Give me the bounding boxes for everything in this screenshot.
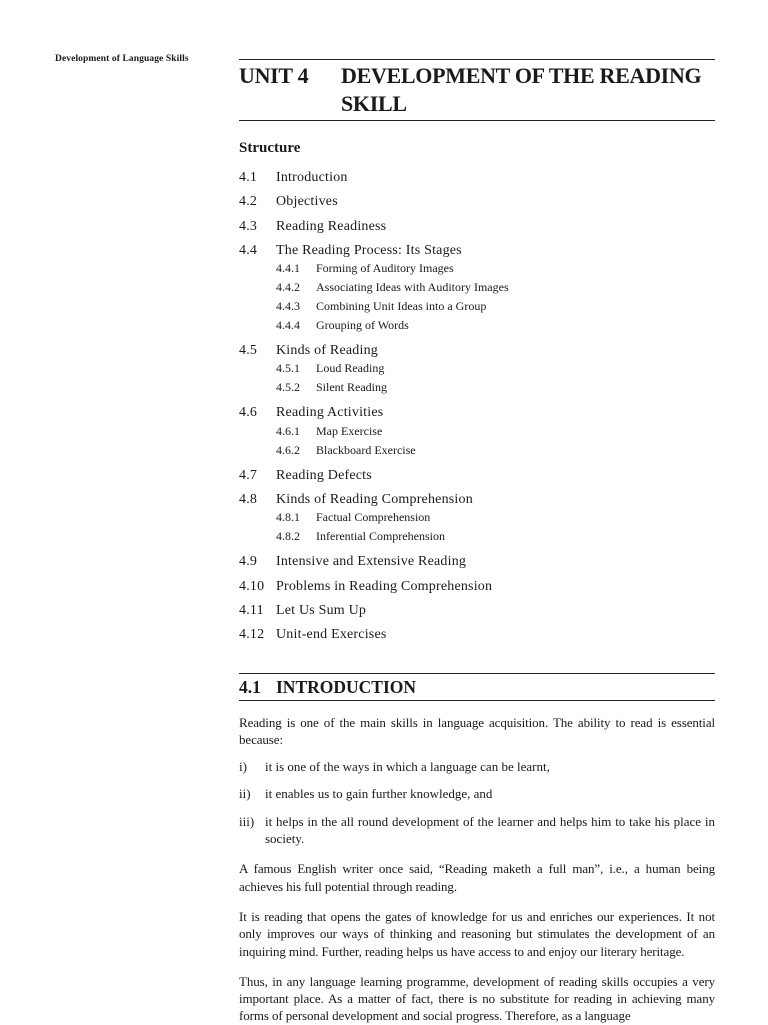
running-head: Development of Language Skills [55,54,189,64]
toc-number: 4.9 [239,554,258,570]
table-of-contents [239,166,715,648]
toc-label: Unit-end Exercises [276,627,387,643]
toc-number: 4.6 [239,405,258,421]
title-underline [239,120,715,121]
toc-item [239,190,715,214]
body-paragraph: It is reading that opens the gates of knowledge for us and enriches our experiences. It not only improves our ways of thinking and reasoning but stimulates the development of an inquiring mind. Further, reading helps us have access to and enjoy our literary heritage. [239,908,715,959]
toc-label: Introduction [276,170,348,185]
unit-title [239,62,715,118]
toc-label: The Reading Process: Its Stages [276,242,462,258]
toc-number: 4.4.1 [276,261,300,276]
toc-label: Intensive and Extensive Reading [276,554,467,570]
list-marker: i) [239,759,247,775]
toc-number: 4.8.1 [276,510,300,525]
toc-label: Blackboard Exercise [316,442,416,457]
toc-item [239,215,715,239]
top-rule [239,59,715,60]
toc-number: 4.5.1 [276,361,300,376]
toc-label: Grouping of Words [316,318,409,333]
toc-subitem [239,259,715,278]
toc-number: 4.12 [239,627,265,643]
toc-label: Problems in Reading Comprehension [276,578,493,594]
body-paragraphs [239,860,715,1024]
toc-number: 4.8 [239,492,258,508]
toc-item [239,599,715,623]
toc-item [239,550,715,574]
toc-label: Let Us Sum Up [276,602,367,618]
toc-number: 4.4.2 [276,280,300,295]
list-marker: iii) [239,813,255,829]
section-heading [239,673,715,701]
toc-label: Kinds of Reading [276,343,378,359]
toc-number: 4.5.2 [276,380,300,395]
toc-label: Associating Ideas with Auditory Images [316,280,509,295]
toc-number: 4.10 [239,578,265,594]
toc-label: Factual Comprehension [316,510,431,525]
toc-label: Reading Activities [276,405,384,421]
toc-subitem [239,441,715,460]
list-text: it enables us to gain further knowledge, and [265,786,493,802]
toc-subitem [239,359,715,378]
toc-label: Forming of Auditory Images [316,261,454,276]
toc-subitem [239,527,715,546]
list-item [239,785,715,802]
toc-label: Combining Unit Ideas into a Group [316,299,487,314]
list-text: it helps in the all round development of the learner and helps him to take his place in society. [265,813,715,847]
toc-number: 4.6.1 [276,423,300,438]
toc-number: 4.7 [239,467,258,483]
toc-label: Loud Reading [316,361,385,376]
list-marker: ii) [239,786,251,802]
toc-item [239,575,715,599]
toc-label: Objectives [276,194,338,210]
toc-item [239,464,715,488]
toc-label: Map Exercise [316,423,383,438]
list-text: it is one of the ways in which a language can be learnt, [265,759,550,775]
toc-item [239,166,715,190]
toc-label: Silent Reading [316,380,387,395]
toc-label: Reading Readiness [276,218,387,234]
page-content [239,59,715,1025]
toc-subitem [239,378,715,397]
list-item [239,758,715,775]
toc-number: 4.4.4 [276,318,300,333]
toc-subitem [239,422,715,441]
reasons-list [239,758,715,847]
toc-number: 4.6.2 [276,442,300,457]
toc-number: 4.4 [239,242,258,258]
intro-paragraph: Reading is one of the main skills in language acquisition. The ability to read is essential because: [239,714,715,747]
structure-heading: Structure [239,140,301,156]
toc-number: 4.11 [239,602,264,618]
toc-subitem [239,316,715,335]
toc-subitem [239,508,715,527]
toc-item [239,623,715,647]
toc-number: 4.3 [239,218,258,234]
toc-label: Reading Defects [276,467,372,483]
toc-subitem [239,278,715,297]
toc-number: 4.8.2 [276,529,300,544]
toc-number: 4.1 [239,170,258,185]
toc-number: 4.2 [239,194,258,210]
list-item [239,813,715,848]
toc-label: Inferential Comprehension [316,529,445,544]
section-number: 4.1 [239,676,261,697]
section-title: INTRODUCTION [276,676,417,697]
toc-label: Kinds of Reading Comprehension [276,492,473,508]
toc-number: 4.5 [239,343,258,359]
toc-number: 4.4.3 [276,299,300,314]
unit-label: UNIT 4 [239,63,309,88]
body-paragraph: A famous English writer once said, “Reading maketh a full man”, i.e., a human being achieves his full potential through reading. [239,861,715,894]
unit-heading: DEVELOPMENT OF THE READING SKILL [341,63,702,116]
toc-subitem [239,297,715,316]
body-paragraph: Thus, in any language learning programme, development of reading skills occupies a very important place. As a matter of fact, there is no substitute for reading in achieving many forms of personal development and social progress. Therefore, as a language [239,973,715,1024]
